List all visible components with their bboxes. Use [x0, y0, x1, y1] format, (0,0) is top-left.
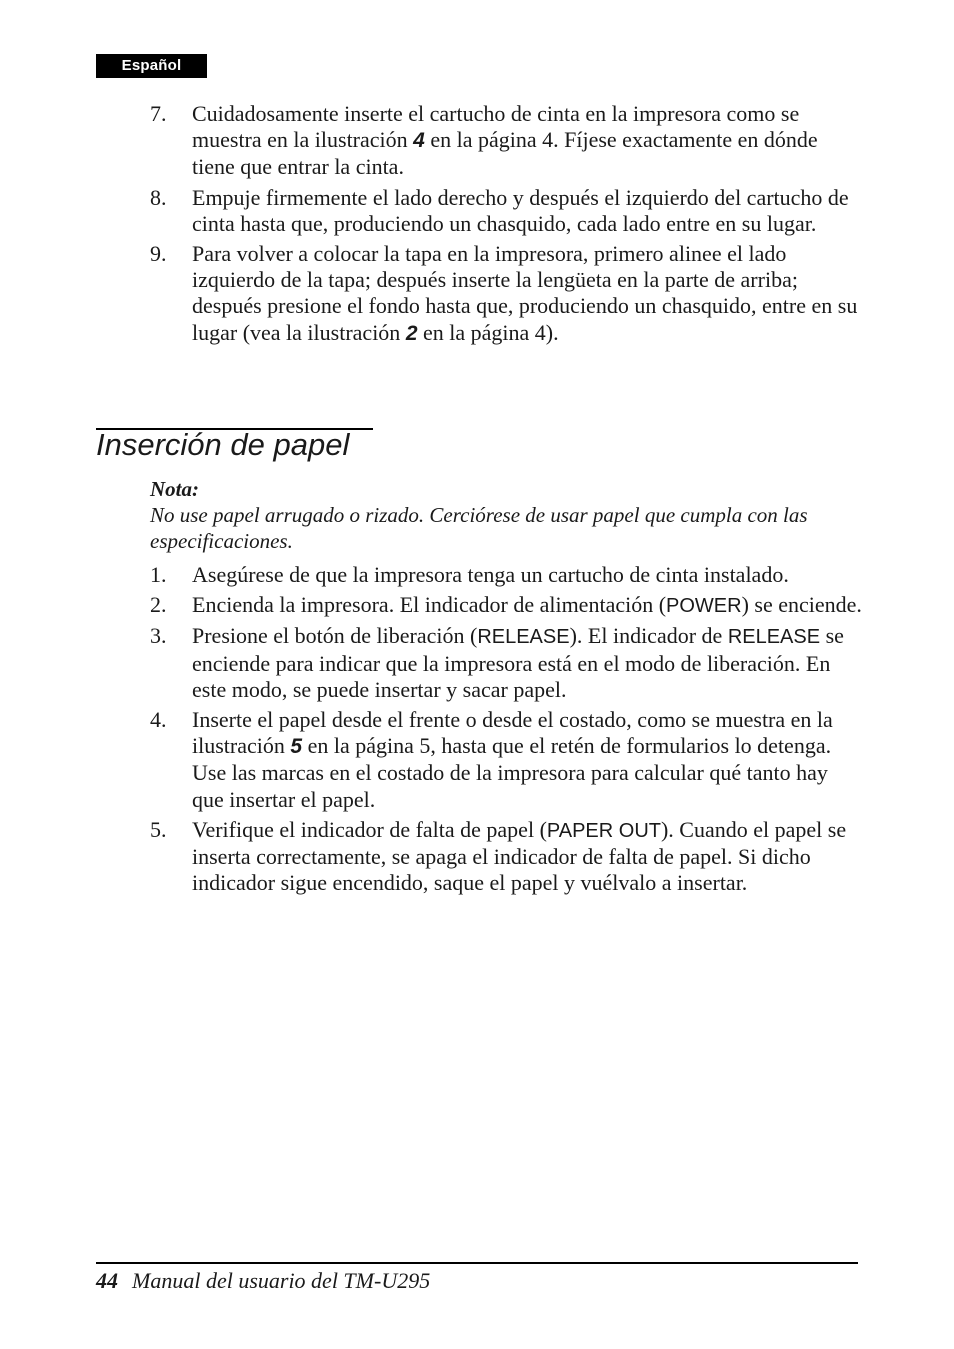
step-number: 3. [150, 623, 167, 649]
indicator-name: POWER [666, 595, 742, 618]
step-text: Cuidadosamente inserte el cartucho de cinta en la impresora como se muestra en la ilustración 4 en la página 4. Fíjese exactamente en dónde tiene que entrar la cinta. [192, 101, 818, 180]
steps-list [150, 562, 862, 900]
step-number: 8. [150, 184, 167, 210]
note [150, 476, 862, 554]
step-7 [150, 101, 862, 181]
step-number: 2. [150, 592, 167, 618]
section-title: Inserción de papel [96, 427, 350, 462]
step-3 [150, 623, 862, 703]
step-number: 7. [150, 101, 167, 126]
step-2 [150, 592, 862, 619]
indicator-name: PAPER OUT [546, 819, 661, 842]
manual-title: Manual del usuario del TM-U295 [132, 1268, 431, 1293]
figure-ref: 4 [413, 129, 425, 153]
step-text: Encienda la impresora. El indicador de alimentación (POWER) se enciende. [192, 592, 862, 618]
step-number: 9. [150, 241, 167, 267]
figure-ref: 5 [290, 735, 303, 759]
note-text: No use papel arrugado o rizado. Cerciórese de usar papel que cumpla con las especificaciones. [150, 503, 808, 553]
page-number: 44 [96, 1268, 118, 1293]
step-text: Verifique el indicador de falta de papel (PAPER OUT). Cuando el papel se inserta correctamente, se apaga el indicador de falta de papel. Si dicho indicador sigue encendido, saque el papel y vuélvalo a insertar. [192, 816, 847, 896]
step-text: Para volver a colocar la tapa en la impresora, primero alinee el lado izquierdo de la tapa; después inserte la lengüeta en la parte de arriba; después presione el fondo hasta que, produciendo un chasquido, entre en su lugar (vea la ilustración 2 en la página 4). [192, 241, 858, 345]
step-8 [150, 185, 862, 237]
step-text: Presione el botón de liberación (RELEASE). El indicador de RELEASE se enciende para indicar que la impresora está en el modo de liberación. En este modo, se puede insertar y sacar papel. [192, 623, 844, 702]
steps-continued-list [150, 101, 862, 351]
step-text: Empuje firmemente el lado derecho y después el izquierdo del cartucho de cinta hasta que, produciendo un chasquido, cada lado entre en su lugar. [192, 184, 849, 236]
button-name: RELEASE [477, 626, 570, 649]
step-number: 4. [150, 707, 167, 733]
figure-ref: 2 [405, 321, 418, 345]
page-footer [96, 1267, 430, 1295]
step-number: 1. [150, 562, 167, 587]
step-text: Inserte el papel desde el frente o desde el costado, como se muestra en la ilustración 5 en la página 5, hasta que el retén de formularios lo detenga. Use las marcas en el costado de la impresora para calcular qué tanto hay que insertar el papel. [192, 707, 833, 812]
step-text: Asegúrese de que la impresora tenga un cartucho de cinta instalado. [192, 562, 789, 587]
language-tab: Español [96, 54, 207, 78]
step-5 [150, 817, 862, 897]
indicator-name: RELEASE [727, 626, 821, 649]
step-number: 5. [150, 816, 167, 842]
step-9 [150, 241, 862, 347]
footer-rule [96, 1262, 858, 1264]
note-label: Nota: [150, 477, 199, 501]
step-4 [150, 707, 862, 813]
step-1 [150, 562, 862, 588]
